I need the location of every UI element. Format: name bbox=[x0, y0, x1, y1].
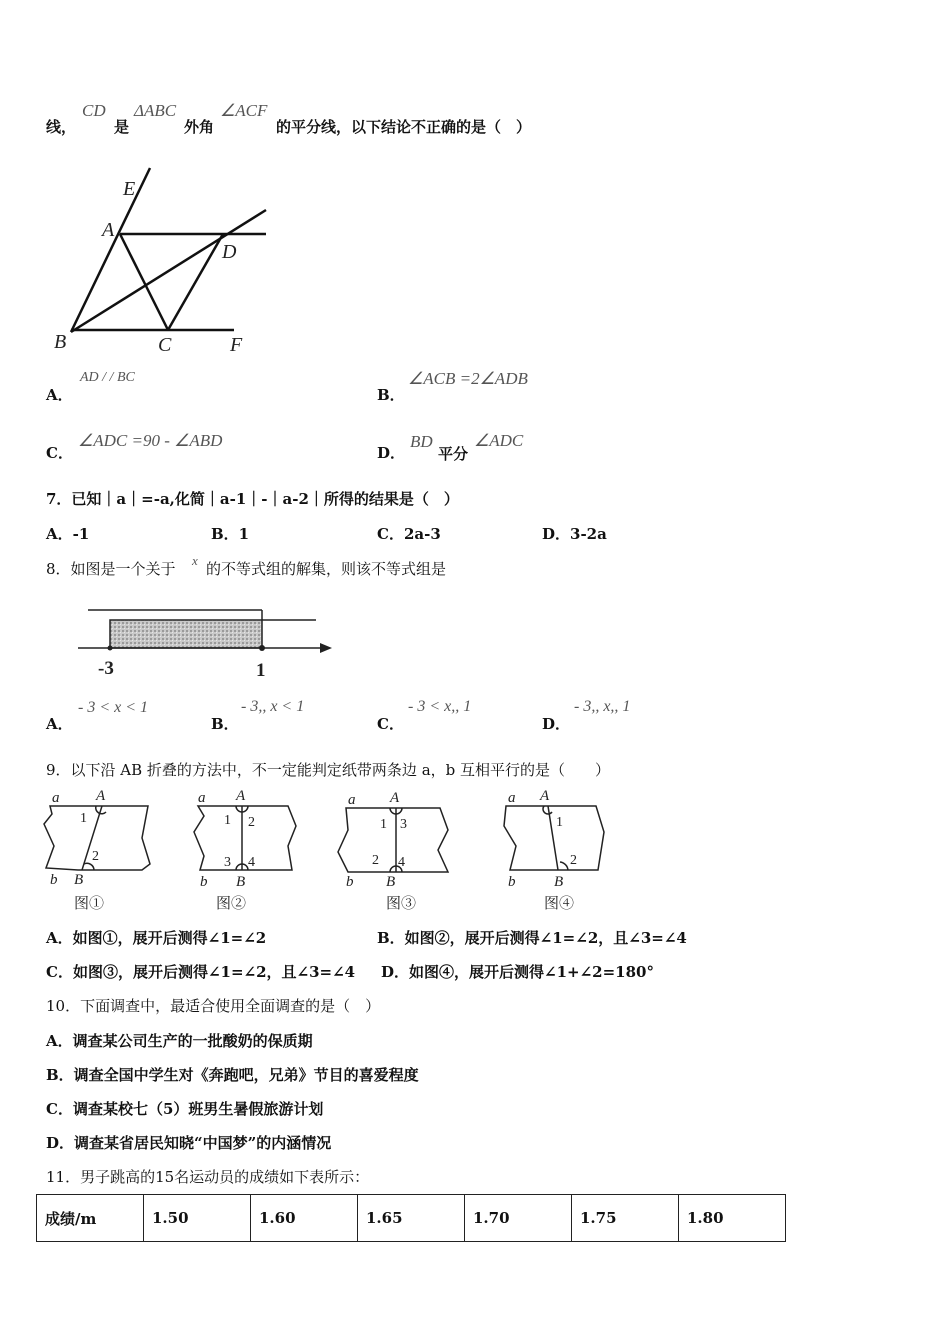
q9-option-b: B．如图②，展开后测得∠1=∠2，且∠3=∠4 bbox=[377, 929, 687, 947]
q8-option-a-letter: A． bbox=[46, 715, 73, 733]
q6-ext: 外角 bbox=[184, 118, 215, 136]
fig3-label-b: b bbox=[346, 874, 354, 890]
fig3-label-B: B bbox=[386, 874, 396, 890]
fig3-label-a: a bbox=[348, 792, 356, 808]
fig4-angle-1: 1 bbox=[556, 815, 563, 830]
fig4-label-A: A bbox=[540, 788, 550, 804]
fig2-angle-1: 1 bbox=[224, 813, 231, 828]
fig4-angle-2: 2 bbox=[570, 853, 577, 868]
q6-option-a-letter: A． bbox=[46, 386, 73, 404]
q8-option-c-math: - 3 < x,, 1 bbox=[408, 698, 472, 715]
q8-option-c-letter: C． bbox=[377, 715, 404, 733]
fig4-label-b: b bbox=[508, 874, 516, 890]
fig2-angle-2: 2 bbox=[248, 815, 255, 830]
q6-option-d-math: BD bbox=[410, 432, 433, 451]
fig1-angle-2: 2 bbox=[92, 849, 99, 864]
table-cell: 1.75 bbox=[572, 1195, 679, 1242]
fig2-angle-4: 4 bbox=[248, 855, 255, 870]
fig2-label-A: A bbox=[236, 788, 246, 804]
label-1: 1 bbox=[256, 660, 266, 681]
fig3-angle-2: 2 bbox=[372, 853, 379, 868]
q6-option-c-letter: C． bbox=[46, 444, 73, 462]
q8-option-b-letter: B． bbox=[211, 715, 239, 733]
q9-figure-4 bbox=[504, 806, 604, 870]
q7-option-b: B．1 bbox=[211, 525, 250, 543]
q9-option-c: C．如图③，展开后测得∠1=∠2，且∠3=∠4 bbox=[46, 963, 356, 981]
fig2-angle-3: 3 bbox=[224, 855, 231, 870]
fig2-label-b: b bbox=[200, 874, 208, 890]
q10-option-d: D．调查某省居民知晓“中国梦”的内涵情况 bbox=[46, 1134, 332, 1152]
table-header-cell: 成绩/m bbox=[37, 1195, 144, 1242]
fig3-angle-3: 3 bbox=[400, 817, 407, 832]
q10-option-b: B．调查全国中学生对《奔跑吧，兄弟》节目的喜爱程度 bbox=[46, 1066, 419, 1084]
q9-figures bbox=[40, 786, 640, 916]
q7-option-a: A．-1 bbox=[46, 525, 90, 543]
label-c: C bbox=[158, 334, 172, 356]
q6-option-d-letter: D． bbox=[377, 444, 406, 462]
fig1-angle-1: 1 bbox=[80, 811, 87, 826]
q9-option-a: A．如图①，展开后测得∠1=∠2 bbox=[46, 929, 267, 947]
q10-stem: 10．下面调查中，最适合使用全面调查的是（ ） bbox=[46, 997, 381, 1015]
q9-option-d: D．如图④，展开后测得∠1+∠2=180° bbox=[381, 963, 654, 981]
point-minus-3 bbox=[108, 646, 113, 651]
label-b: B bbox=[54, 331, 67, 353]
fig1-label-b: b bbox=[50, 872, 58, 888]
q11-stem: 11．男子跳高的15名运动员的成绩如下表所示： bbox=[46, 1168, 370, 1186]
q8-option-b-math: - 3,, x < 1 bbox=[241, 698, 305, 715]
fig3-label-A: A bbox=[390, 790, 400, 806]
point-1 bbox=[259, 645, 265, 651]
q7-stem: 7．已知｜a｜=-a,化简｜a-1｜-｜a-2｜所得的结果是（ ） bbox=[46, 490, 459, 508]
fig2-label-a: a bbox=[198, 790, 206, 806]
line-cd bbox=[168, 234, 223, 330]
table-cell: 1.70 bbox=[465, 1195, 572, 1242]
fig1-caption: 图① bbox=[74, 896, 105, 912]
q11-score-table bbox=[36, 1194, 786, 1242]
q8-option-d-letter: D． bbox=[542, 715, 571, 733]
label-f: F bbox=[230, 334, 243, 356]
q6-geometry-figure bbox=[40, 160, 280, 360]
table-cell: 1.80 bbox=[679, 1195, 786, 1242]
q6-option-a-math: AD / / BC bbox=[80, 370, 135, 385]
q6-option-b-math: ∠ACB =2∠ADB bbox=[408, 369, 528, 388]
q6-math-cd: CD bbox=[82, 101, 106, 120]
q8-stem-before: 8．如图是一个关于 bbox=[46, 560, 176, 578]
q10-option-a: A．调查某公司生产的一批酸奶的保质期 bbox=[46, 1032, 313, 1050]
fig1-label-B: B bbox=[74, 872, 84, 888]
table-cell: 1.60 bbox=[251, 1195, 358, 1242]
fig3-angle-1: 1 bbox=[380, 817, 387, 832]
q6-option-b-letter: B． bbox=[377, 386, 405, 404]
q8-option-a-math: - 3 < x < 1 bbox=[78, 699, 149, 716]
fig3-angle-4: 4 bbox=[398, 855, 405, 870]
q9-figure-2 bbox=[194, 806, 296, 870]
fig1-label-a: a bbox=[52, 790, 60, 806]
q7-option-d: D．3-2a bbox=[542, 525, 607, 543]
label-a: A bbox=[102, 219, 115, 241]
fig3-caption: 图③ bbox=[386, 896, 417, 912]
axis-arrow bbox=[320, 643, 332, 653]
q6-option-d-math2: ∠ADC bbox=[474, 431, 524, 450]
q6-math-angle: ∠ACF bbox=[220, 101, 268, 120]
q6-is: 是 bbox=[114, 118, 130, 136]
table-cell: 1.50 bbox=[144, 1195, 251, 1242]
table-cell: 1.65 bbox=[358, 1195, 465, 1242]
fig2-caption: 图② bbox=[216, 896, 247, 912]
label-e: E bbox=[123, 178, 136, 200]
q6-math-triangle: ΔABC bbox=[134, 101, 177, 120]
q8-option-d-math: - 3,, x,, 1 bbox=[574, 698, 631, 715]
q7-option-c: C．2a-3 bbox=[377, 525, 441, 543]
solution-region bbox=[110, 620, 262, 648]
fig4-label-a: a bbox=[508, 790, 516, 806]
line-ac bbox=[120, 234, 168, 330]
table-row bbox=[37, 1195, 786, 1242]
q6-prefix: 线， bbox=[46, 118, 77, 136]
fig1-label-A: A bbox=[96, 788, 106, 804]
fig2-label-B: B bbox=[236, 874, 246, 890]
q6-option-d-text: 平分 bbox=[438, 445, 469, 463]
q8-stem-after: 的不等式组的解集，则该不等式组是 bbox=[206, 560, 447, 578]
q6-option-c-math: ∠ADC =90 - ∠ABD bbox=[78, 431, 223, 450]
q9-stem: 9．以下沿 AB 折叠的方法中，不一定能判定纸带两条边 a，b 互相平行的是（ ） bbox=[46, 761, 611, 779]
fig4-label-B: B bbox=[554, 874, 564, 890]
q10-option-c: C．调查某校七（5）班男生暑假旅游计划 bbox=[46, 1100, 324, 1118]
label-minus-3: -3 bbox=[98, 658, 114, 679]
q6-suffix: 的平分线，以下结论不正确的是（ ） bbox=[276, 118, 532, 136]
label-d: D bbox=[222, 241, 237, 263]
q8-var-x: x bbox=[192, 553, 198, 568]
fig4-caption: 图④ bbox=[544, 896, 575, 912]
q9-figure-3 bbox=[338, 808, 448, 872]
q8-number-line bbox=[70, 598, 340, 688]
